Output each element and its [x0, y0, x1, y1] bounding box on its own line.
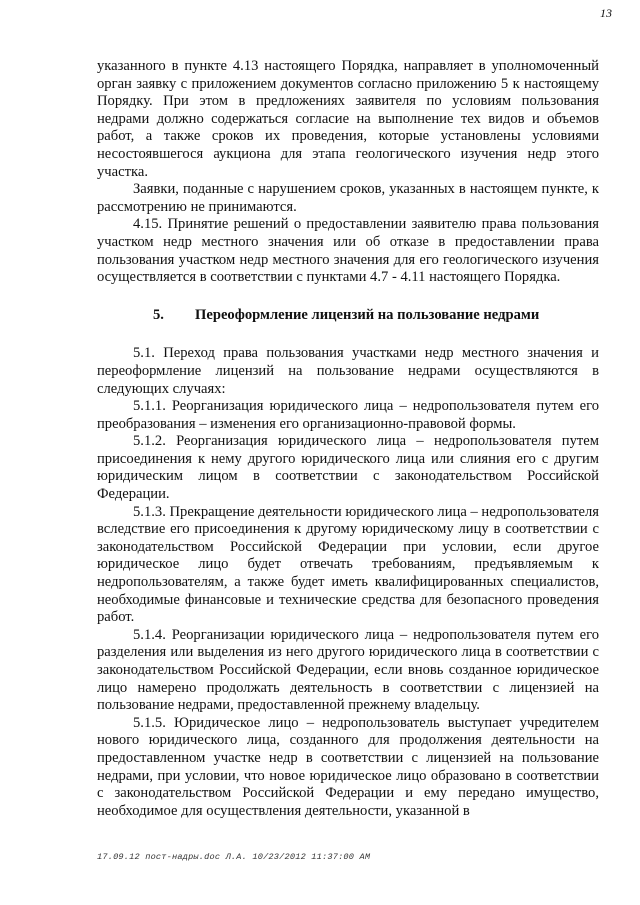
paragraph: 5.1.2. Реорганизация юридического лица – недропользователя путем присоединения к нему другого юридического лица или слияния его с другим юридическим лицом в соответствии с законодательством Российской Федерации. [97, 433, 599, 503]
document-body [97, 58, 599, 820]
paragraph: 4.15. Принятие решений о предоставлении заявителю права пользования участком недр местного значения или об отказе в предоставлении права пользования участком недр местного значения для его геологического изучения осуществляется в соответствии с пунктами 4.7 - 4.11 настоящего Порядка. [97, 216, 599, 286]
paragraph: 5.1.1. Реорганизация юридического лица – недропользователя путем его преобразования – изменения его организационно-правовой формы. [97, 398, 599, 432]
section-heading [97, 307, 599, 325]
paragraph: 5.1.5. Юридическое лицо – недропользователь выступает учредителем нового юридического лица, созданного для продолжения деятельности на предоставленном участке недр в соответствии с лицензией на пользование недрами, при условии, что новое юридическое лицо образовано в соответствии с законодательством Российской Федерации и ему передано имущество, необходимое для осуществления деятельности, указанной в [97, 714, 599, 819]
paragraph: Заявки, поданные с нарушением сроков, указанных в настоящем пункте, к рассмотрению не принимаются. [97, 181, 599, 215]
paragraph: 5.1. Переход права пользования участками недр местного значения и переоформление лицензий на пользование недрами осуществляются в следующих случаях: [97, 345, 599, 397]
section-number: 5. [153, 306, 164, 323]
page-number: 13 [600, 6, 612, 20]
paragraph: 5.1.4. Реорганизации юридического лица – недропользователя путем его разделения или выделения из него другого юридического лица в соответствии с законодательством Российской Федерации, если вновь созданное юридическое лицо намерено продолжать деятельность в соответствии с лицензией на пользование недрами, предоставленной прежнему владельцу. [97, 626, 599, 714]
paragraph: указанного в пункте 4.13 настоящего Порядка, направляет в уполномоченный орган заявку с приложением документов согласно приложению 5 к настоящему Порядку. При этом в предложениях заявителя по условиям пользования недрами должно содержаться согласие на выполнение тех видов и объемов работ, а также сроков их проведения, которые установлены условиями несостоявшегося аукциона для этапа геологического изучения недр этого участка. [97, 58, 599, 180]
section-title: Переоформление лицензий на пользование недрами [195, 306, 540, 323]
paragraph: 5.1.3. Прекращение деятельности юридического лица – недропользователя вследствие его присоединения к другому юридическому лицу в соответствии с законодательством Российской Федерации при условии, если другое юридическое лицо будет отвечать требованиям, предъявляемым к недропользователям, а также будет иметь квалифицированных специалистов, необходимые финансовые и технические средства для безопасного проведения работ. [97, 503, 599, 626]
document-footer: 17.09.12 пост-надры.doc Л.А. 10/23/2012 11:37:00 AM [97, 852, 371, 862]
